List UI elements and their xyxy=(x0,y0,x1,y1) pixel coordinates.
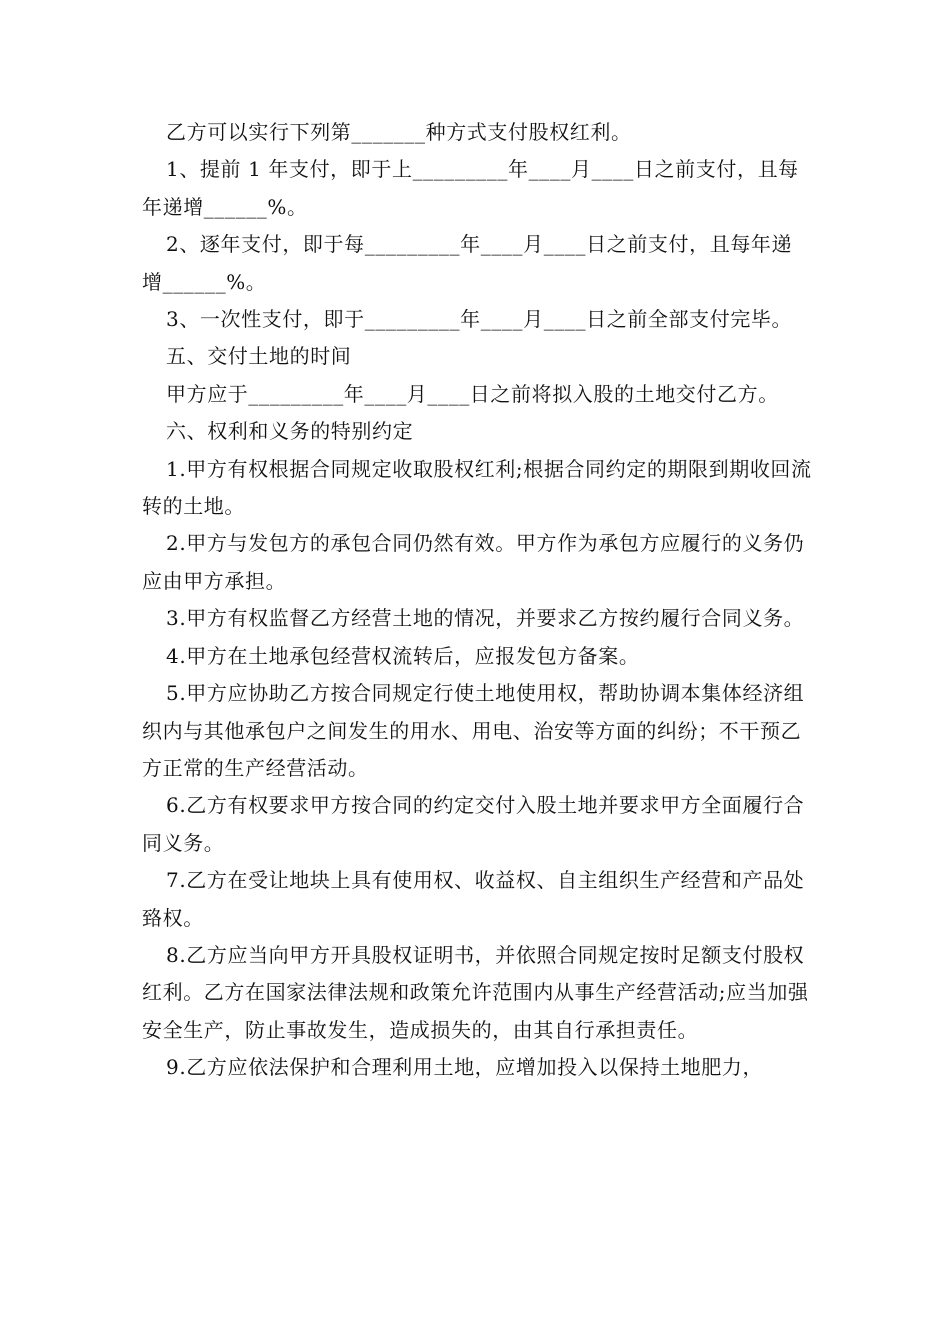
paragraph-payment-advance: 1、提前 1 年支付，即于上_________年____月____日之前支付，且每年递增______%。 xyxy=(142,157,799,219)
paragraph-payment-yearly: 2、逐年支付，即于每_________年____月____日之前支付，且每年递增______%。 xyxy=(142,232,793,294)
clause-2: 2.甲方与发包方的承包合同仍然有效。甲方作为承包方应履行的义务仍应由甲方承担。 xyxy=(142,531,805,593)
document-body xyxy=(142,114,812,1087)
paragraph-payment-methods-intro: 乙方可以实行下列第_______种方式支付股权红利。 xyxy=(166,120,632,144)
paragraph-land-delivery-date: 甲方应于_________年____月____日之前将拟入股的土地交付乙方。 xyxy=(166,381,779,406)
clause-3: 3.甲方有权监督乙方经营土地的情况，并要求乙方按约履行合同义务。 xyxy=(166,606,805,631)
clause-7: 7.乙方在受让地块上具有使用权、收益权、自主组织生产经营和产品处臵权。 xyxy=(142,868,805,930)
paragraph-payment-lump-sum: 3、一次性支付，即于_________年____月____日之前全部支付完毕。 xyxy=(166,307,793,332)
clause-1: 1.甲方有权根据合同规定收取股权红利;根据合同约定的期限到期收回流转的土地。 xyxy=(142,456,812,519)
clause-6: 6.乙方有权要求甲方按合同的约定交付入股土地并要求甲方全面履行合同义务。 xyxy=(142,793,805,855)
section-heading-rights-obligations: 六、权利和义务的特别约定 xyxy=(166,419,414,444)
clause-4: 4.甲方在土地承包经营权流转后，应报发包方备案。 xyxy=(166,643,640,668)
section-heading-land-delivery: 五、交付土地的时间 xyxy=(166,344,352,369)
clause-9: 9.乙方应依法保护和合理利用土地，应增加投入以保持土地肥力， xyxy=(166,1055,764,1080)
clause-8: 8.乙方应当向甲方开具股权证明书，并依照合同规定按时足额支付股权红利。乙方在国家法律法规和政策允许范围内从事生产经营活动;应当加强安全生产，防止事故发生，造成损失的，由其自行承担责任。 xyxy=(142,942,809,1042)
clause-5: 5.甲方应协助乙方按合同规定行使土地使用权，帮助协调本集体经济组织内与其他承包户之间发生的用水、用电、治安等方面的纠纷；不干预乙方正常的生产经营活动。 xyxy=(142,681,805,780)
